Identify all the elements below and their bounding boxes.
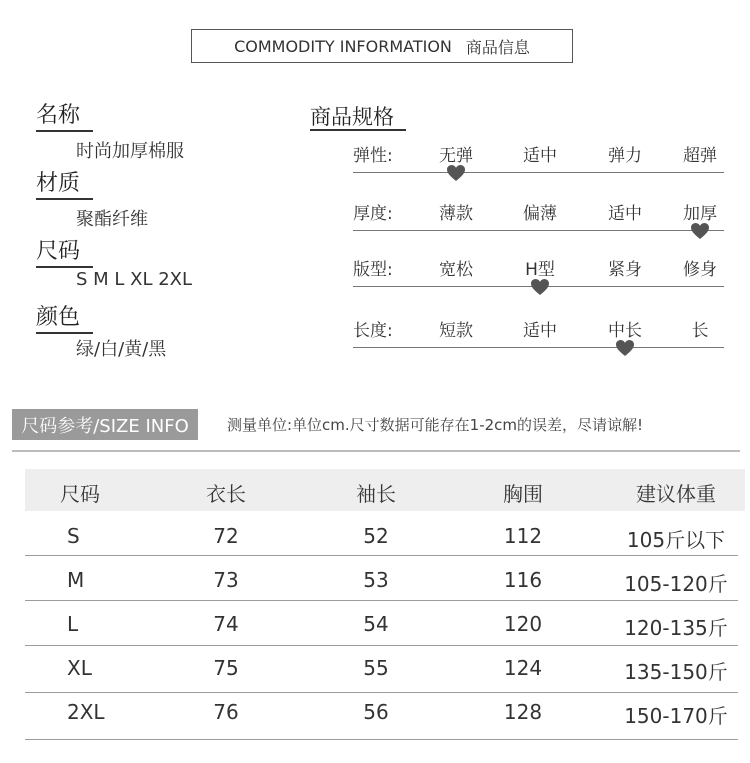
table-cell: S [67, 524, 80, 548]
table-cell: 75 [213, 656, 239, 680]
table-cell: 76 [213, 700, 239, 724]
spec-row-label: 版型: [353, 260, 393, 280]
table-cell: 105斤以下 [626, 528, 726, 552]
spec-scale-line [353, 230, 724, 231]
spec-option: 适中 [608, 204, 642, 224]
table-cell: 72 [213, 524, 239, 548]
table-cell: 73 [213, 568, 239, 592]
spec-option: 中长 [608, 321, 642, 341]
table-header-cell: 袖长 [356, 482, 396, 506]
spec-option: 长 [691, 321, 709, 341]
spec-row-label: 长度: [353, 321, 393, 341]
table-cell: 2XL [67, 700, 105, 724]
spec-option: 紧身 [608, 260, 642, 280]
spec-option: 短款 [439, 321, 473, 341]
size-info-divider [12, 450, 740, 452]
spec-option: 无弹 [439, 146, 473, 166]
spec-option: 超弹 [683, 146, 717, 166]
header-title-en: COMMODITY INFORMATION [234, 36, 452, 56]
table-cell: 52 [363, 524, 389, 548]
table-cell: 124 [503, 656, 543, 680]
spec-option: 薄款 [439, 204, 473, 224]
table-cell: XL [67, 656, 92, 680]
attr-color-rule [36, 332, 93, 334]
attr-color-label: 颜色 [36, 305, 81, 330]
attr-material-value: 聚酯纤维 [76, 209, 148, 230]
size-info-note: 测量单位:单位cm.尺寸数据可能存在1-2cm的误差，尽请谅解! [227, 416, 644, 434]
header-title-cn: 商品信息 [465, 37, 530, 57]
table-row-divider [25, 555, 738, 556]
heart-marker-icon [690, 222, 710, 240]
attr-material-rule [36, 198, 93, 200]
spec-option: 加厚 [683, 204, 717, 224]
table-cell: 54 [363, 612, 389, 636]
spec-row-label: 厚度: [353, 204, 393, 224]
attr-size-label: 尺码 [36, 239, 81, 264]
table-cell: 128 [503, 700, 543, 724]
spec-option: H型 [525, 260, 555, 280]
spec-option: 偏薄 [523, 204, 557, 224]
spec-option: 修身 [683, 260, 717, 280]
table-cell: 56 [363, 700, 389, 724]
spec-option: 适中 [523, 321, 557, 341]
spec-row-label: 弹性: [353, 146, 393, 166]
heart-marker-icon [615, 339, 635, 357]
attr-material-label: 材质 [36, 171, 81, 196]
table-header-cell: 尺码 [60, 482, 100, 506]
spec-scale-line [353, 347, 724, 348]
spec-title-rule [310, 129, 406, 131]
table-cell: 120-135斤 [624, 616, 728, 640]
table-cell: 116 [503, 568, 543, 592]
attr-name-rule [36, 130, 93, 132]
table-cell: 55 [363, 656, 389, 680]
size-info-tag: 尺码参考/SIZE INFO [12, 409, 198, 440]
attr-size-value: S M L XL 2XL [76, 269, 193, 290]
attr-color-value: 绿/白/黄/黑 [76, 339, 167, 360]
heart-marker-icon [530, 278, 550, 296]
table-cell: M [67, 568, 85, 592]
spec-scale-line [353, 172, 724, 173]
table-cell: 135-150斤 [624, 660, 728, 684]
attr-name-label: 名称 [36, 103, 81, 128]
table-cell: 105-120斤 [624, 572, 728, 596]
table-row-divider [25, 600, 738, 601]
spec-option: 适中 [523, 146, 557, 166]
table-cell: 120 [503, 612, 543, 636]
spec-title: 商品规格 [310, 105, 394, 129]
table-cell: 112 [503, 524, 543, 548]
table-cell: 150-170斤 [624, 704, 728, 728]
table-header-cell: 建议体重 [636, 482, 716, 506]
table-header-cell: 衣长 [206, 482, 246, 506]
table-cell: L [67, 612, 79, 636]
table-row-divider [25, 645, 738, 646]
heart-marker-icon [446, 164, 466, 182]
attr-size-rule [36, 266, 93, 268]
spec-option: 弹力 [608, 146, 642, 166]
table-header-cell: 胸围 [503, 482, 543, 506]
table-cell: 74 [213, 612, 239, 636]
header-title-box [191, 29, 573, 63]
spec-option: 宽松 [439, 260, 473, 280]
table-cell: 53 [363, 568, 389, 592]
attr-name-value: 时尚加厚棉服 [76, 141, 184, 162]
table-row-divider [25, 739, 738, 740]
table-row-divider [25, 692, 738, 693]
